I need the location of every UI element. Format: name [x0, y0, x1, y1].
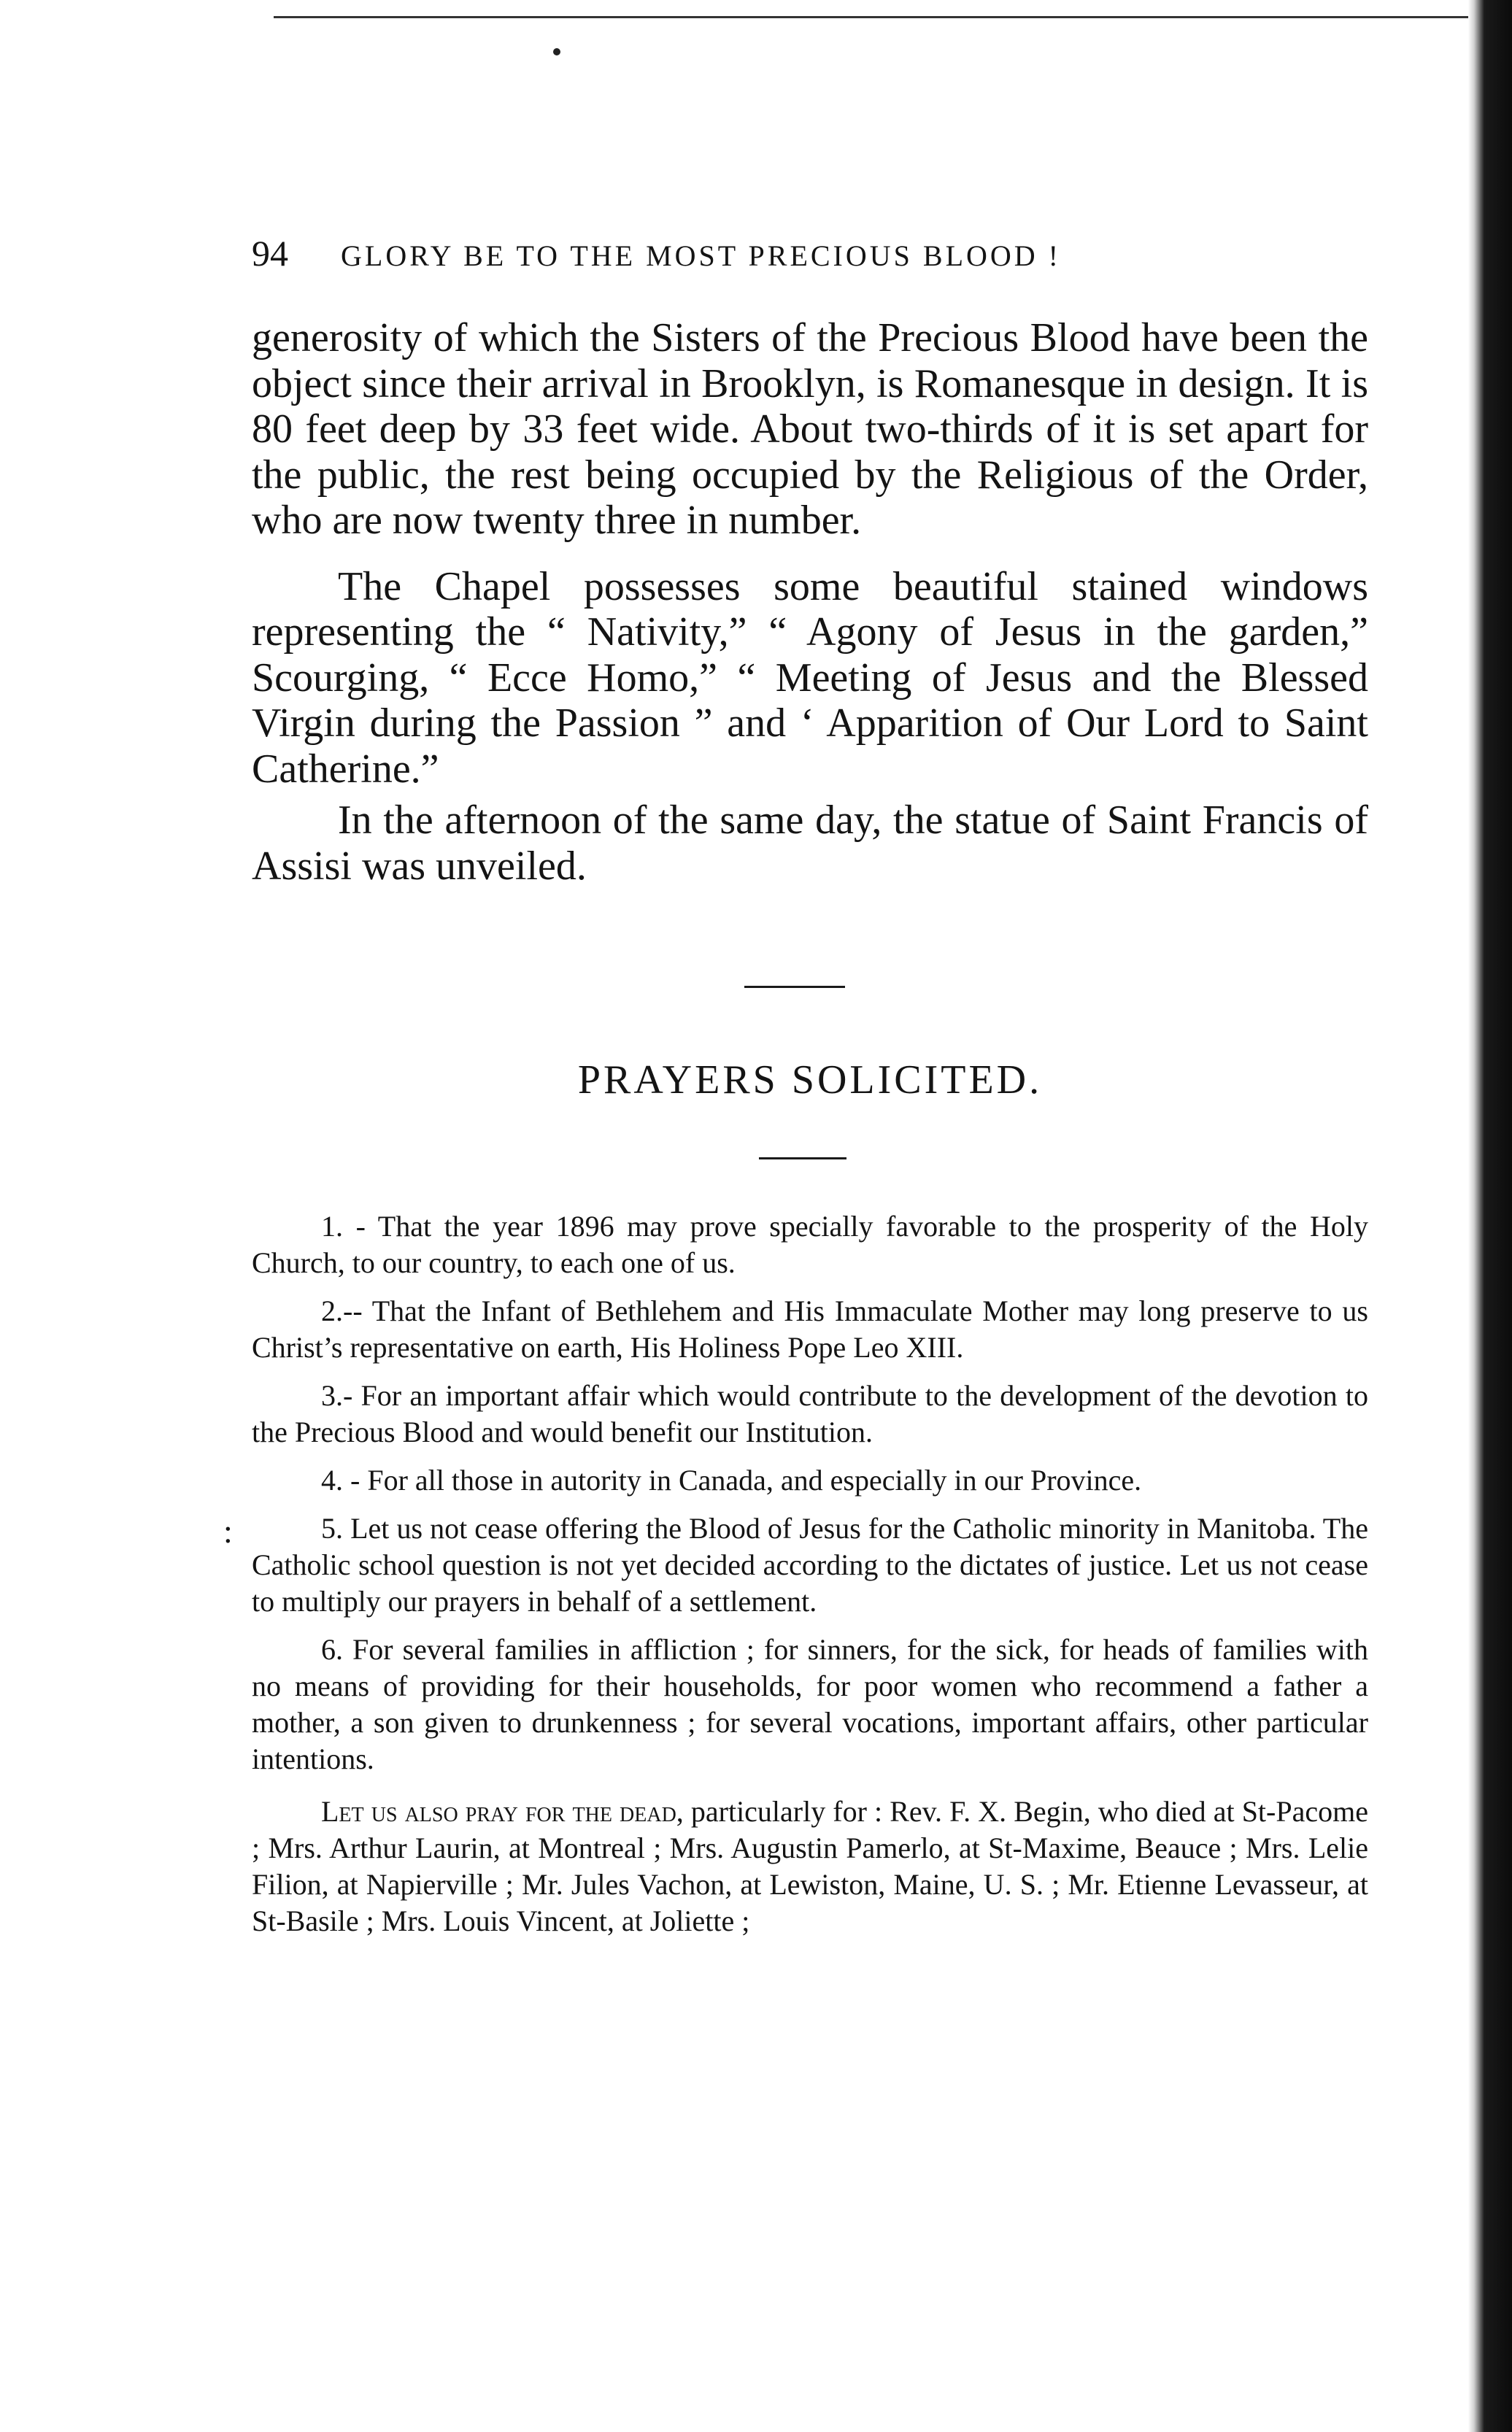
paragraph: In the afternoon of the same day, the statue of Saint Francis of Assisi was unveiled. — [252, 798, 1368, 889]
prayer-list — [252, 1208, 1368, 1951]
page-edge-shadow — [1468, 0, 1512, 2432]
page-number: 94 — [252, 233, 288, 274]
ink-speck — [553, 48, 560, 55]
prayer-item: 2.-- That the Infant of Bethlehem and His Immaculate Mother may long preserve to us Christ’s representative on earth, His Holiness Pope Leo XIII. — [252, 1294, 1368, 1364]
running-head: GLORY BE TO THE MOST PRECIOUS BLOOD ! — [341, 239, 1061, 272]
prayer-item: 1. - That the year 1896 may prove specially favorable to the prosperity of the Holy Church, to our country, to each one of us. — [252, 1210, 1368, 1279]
dead-list-text: particularly for : Rev. F. X. Begin, who died at St-Pacome ; Mrs. Arthur Laurin, at Montreal ; Mrs. Augustin Pamerlo, at St-Maxime, Beauce ; Mrs. Lelie Filion, at Napierville ; Mr. Jules Vachon, at Lewiston, Maine, U. S. ; Mr. Etienne Levasseur, at St-Basile ; Mrs. Louis Vincent, at Joliette ; — [252, 1795, 1368, 1937]
body-text — [252, 315, 1368, 889]
section-rule-top — [744, 986, 845, 988]
paragraph: The Chapel possesses some beautiful stained windows representing the “ Nativity,” “ Agony of Jesus in the garden,” Scourging, “ Ecce Homo,” “ Meeting of Jesus and the Blessed Virgin during the Passion ” and ‘ Apparition of Our Lord to Saint Catherine.” — [252, 563, 1368, 792]
dead-list-lead: Let us also pray for the dead, — [321, 1795, 684, 1828]
prayer-item: 5. Let us not cease offering the Blood of Jesus for the Catholic minority in Manitoba. The Catholic school question is not yet decided according to the dictates of justice. Let us not cease to multiply our prayers in behalf of a settlement. — [252, 1512, 1368, 1618]
dead-list — [252, 1794, 1368, 1939]
prayer-item: 4. - For all those in autority in Canada, and especially in our Province. — [321, 1464, 1142, 1497]
margin-mark: : — [223, 1513, 233, 1550]
prayer-item: 6. For several families in affliction ; for sinners, for the sick, for heads of families with no means of providing for their households, for poor women who recommend a father a mother, a son given to drunkenness ; for several vocations, important affairs, other particular intentions. — [252, 1633, 1368, 1775]
prayer-item: 3.- For an important affair which would contribute to the development of the devotion to the Precious Blood and would benefit our Institution. — [252, 1379, 1368, 1448]
section-rule-bottom — [759, 1157, 846, 1159]
page-header — [252, 232, 1273, 283]
section-heading: PRAYERS SOLICITED. — [577, 1057, 1043, 1103]
top-border-rule — [274, 16, 1470, 18]
paragraph: generosity of which the Sisters of the Precious Blood have been the object since their arrival in Brooklyn, is Romanesque in design. It is 80 feet deep by 33 feet wide. About two-thirds of it is set apart for the public, the rest being occupied by the Religious of the Order, who are now twenty three in number. — [252, 315, 1368, 543]
